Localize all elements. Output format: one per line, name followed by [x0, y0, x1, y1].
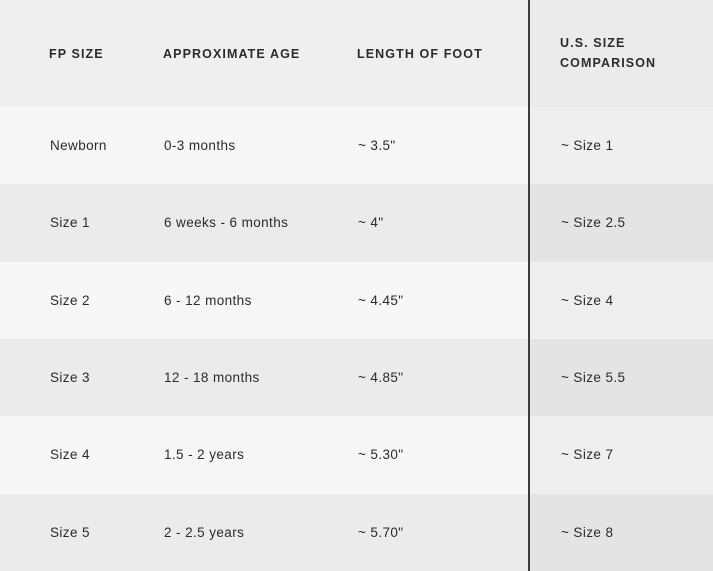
table-header-row: [0, 0, 713, 107]
cell-us-size: [530, 339, 713, 416]
table-row: [0, 262, 713, 339]
cell-age: [163, 339, 357, 416]
cell-fp-size-text: Size 2: [50, 292, 90, 308]
cell-length-text: ~ 4.85": [358, 370, 404, 386]
table-header: [0, 0, 713, 107]
cell-us-size-text: ~ Size 7: [561, 447, 614, 463]
cell-age-text: 6 - 12 months: [164, 292, 252, 308]
cell-us-size-text: ~ Size 4: [561, 292, 614, 308]
table-row: [0, 339, 713, 416]
cell-us-size: [530, 184, 713, 261]
cell-length: [357, 262, 530, 339]
cell-length: [357, 494, 530, 571]
cell-length-text: ~ 5.70": [358, 524, 404, 540]
cell-us-size-text: ~ Size 8: [561, 524, 614, 540]
column-header-fp-size: [0, 0, 163, 107]
cell-age-text: 0-3 months: [164, 138, 236, 154]
cell-length: [357, 339, 530, 416]
cell-fp-size: [0, 494, 163, 571]
cell-fp-size-text: Size 3: [50, 370, 90, 386]
cell-fp-size-text: Size 5: [50, 524, 90, 540]
column-header-us-size-comparison-line2: COMPARISON: [560, 55, 657, 70]
cell-age-text: 12 - 18 months: [164, 370, 260, 386]
cell-us-size: [530, 494, 713, 571]
column-header-us-size-comparison-line1: U.S. SIZE: [560, 36, 626, 51]
column-header-length-of-foot-label: LENGTH OF FOOT: [357, 46, 483, 61]
cell-us-size: [530, 416, 713, 493]
table-row: [0, 416, 713, 493]
cell-us-size-text: ~ Size 1: [561, 138, 614, 154]
cell-fp-size: [0, 416, 163, 493]
column-header-us-size-comparison-wrap: [530, 34, 713, 73]
cell-us-size: [530, 262, 713, 339]
column-header-approximate-age-label: APPROXIMATE AGE: [163, 46, 301, 61]
cell-length-text: ~ 5.30": [358, 447, 404, 463]
cell-us-size: [530, 107, 713, 184]
cell-age-text: 2 - 2.5 years: [164, 524, 245, 540]
column-header-fp-size-label: FP SIZE: [49, 46, 104, 61]
cell-fp-size: [0, 262, 163, 339]
cell-length: [357, 107, 530, 184]
cell-length-text: ~ 4": [358, 215, 384, 231]
cell-length-text: ~ 4.45": [358, 292, 404, 308]
table-row: [0, 494, 713, 571]
table-row: [0, 184, 713, 261]
cell-fp-size: [0, 339, 163, 416]
cell-fp-size-text: Size 1: [50, 215, 90, 231]
column-header-length-of-foot: [357, 0, 530, 107]
cell-age: [163, 184, 357, 261]
cell-age: [163, 107, 357, 184]
cell-age: [163, 262, 357, 339]
column-header-us-size-comparison: [530, 0, 713, 107]
cell-age-text: 1.5 - 2 years: [164, 447, 245, 463]
cell-us-size-text: ~ Size 5.5: [561, 370, 626, 386]
cell-fp-size-text: Size 4: [50, 447, 90, 463]
column-header-approximate-age: [163, 0, 357, 107]
cell-length: [357, 416, 530, 493]
cell-length-text: ~ 3.5": [358, 138, 396, 154]
cell-length: [357, 184, 530, 261]
cell-age: [163, 416, 357, 493]
cell-fp-size-text: Newborn: [50, 138, 107, 154]
cell-age-text: 6 weeks - 6 months: [164, 215, 289, 231]
cell-fp-size: [0, 184, 163, 261]
cell-fp-size: [0, 107, 163, 184]
table-body: [0, 107, 713, 571]
column-divider-line: [528, 0, 530, 571]
cell-age: [163, 494, 357, 571]
table-row: [0, 107, 713, 184]
cell-us-size-text: ~ Size 2.5: [561, 215, 626, 231]
